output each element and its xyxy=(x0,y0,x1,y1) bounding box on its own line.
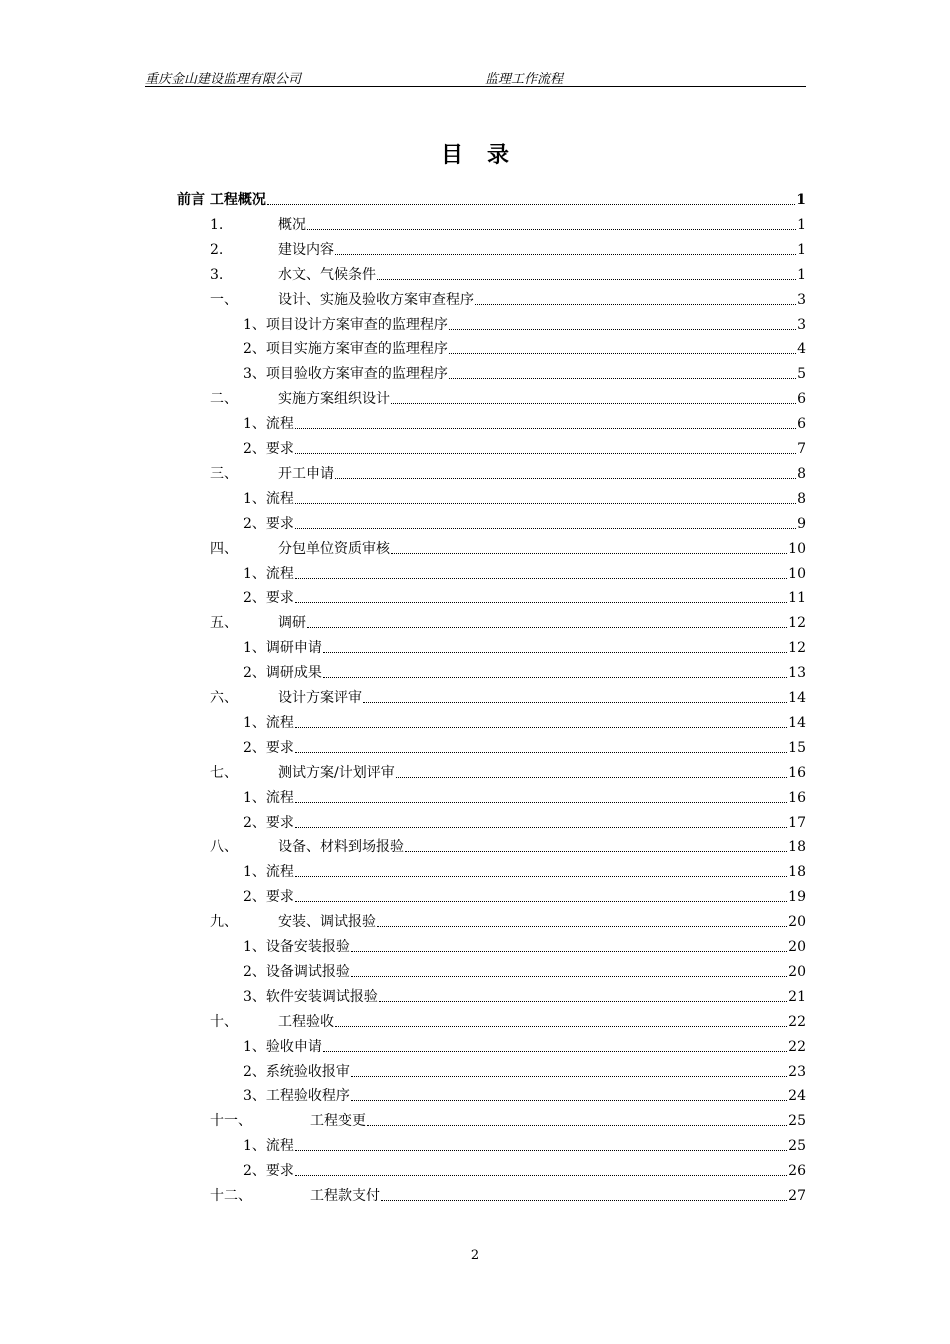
toc-entry-page: 10 xyxy=(788,540,806,557)
toc-entry-number: 一、 xyxy=(210,291,238,308)
toc-entry-label: 1、调研申请 xyxy=(243,640,322,657)
toc-dot-leader xyxy=(475,304,796,305)
toc-entry[interactable] xyxy=(243,1156,806,1180)
toc-entry-page: 26 xyxy=(788,1163,806,1180)
toc-entry-number: 十、 xyxy=(210,1013,238,1030)
toc-entry-number: 3. xyxy=(210,266,224,283)
toc-entry-page: 22 xyxy=(788,1013,806,1030)
toc-entry-page: 3 xyxy=(797,291,806,308)
toc-dot-leader xyxy=(295,503,796,504)
toc-entry[interactable] xyxy=(210,758,806,782)
toc-entry-label: 1、项目设计方案审查的监理程序 xyxy=(243,316,448,333)
toc-dot-leader xyxy=(295,827,787,828)
toc-entry-page: 14 xyxy=(788,690,806,706)
toc-entry-label: 建设内容 xyxy=(278,241,334,258)
toc-entry[interactable] xyxy=(210,1181,806,1205)
header-document-title: 监理工作流程 xyxy=(485,72,564,87)
toc-entry-page: 1 xyxy=(796,192,806,208)
toc-dot-leader xyxy=(323,677,787,678)
toc-entry-label: 水文、气候条件 xyxy=(278,266,376,283)
toc-entry[interactable] xyxy=(243,559,806,583)
toc-entry-page: 13 xyxy=(788,665,806,682)
toc-entry-label: 1、流程 xyxy=(243,789,294,806)
toc-entry-page: 5 xyxy=(797,366,806,383)
toc-entry-label: 实施方案组织设计 xyxy=(278,391,390,408)
toc-entry-page: 20 xyxy=(788,963,806,980)
toc-entry-page: 19 xyxy=(788,889,806,906)
toc-entry-label: 2、设备调试报验 xyxy=(243,963,350,980)
toc-entry-page: 24 xyxy=(788,1088,806,1105)
toc-entry-page: 25 xyxy=(788,1113,806,1130)
toc-dot-leader xyxy=(295,578,787,579)
toc-entry-page: 4 xyxy=(797,341,806,358)
toc-dot-leader xyxy=(391,553,787,554)
toc-entry-number: 八、 xyxy=(210,839,238,856)
toc-dot-leader xyxy=(396,777,787,778)
toc-dot-leader xyxy=(295,453,796,454)
toc-dot-leader xyxy=(307,627,787,628)
toc-entry-page: 9 xyxy=(797,515,806,532)
toc-entry[interactable] xyxy=(243,783,806,807)
toc-entry-label: 测试方案/计划评审 xyxy=(278,764,395,781)
toc-entry[interactable] xyxy=(210,534,806,558)
toc-dot-leader xyxy=(449,353,796,354)
toc-entry-page: 12 xyxy=(788,640,806,657)
toc-entry-label: 安装、调试报验 xyxy=(278,914,376,931)
toc-entry-label: 前言 工程概况 xyxy=(177,192,266,208)
toc-entry-label: 概况 xyxy=(278,216,306,233)
toc-entry-number: 二、 xyxy=(210,391,238,408)
toc-entry[interactable] xyxy=(243,857,806,881)
toc-dot-leader xyxy=(295,752,787,753)
toc-entry-label: 调研 xyxy=(278,615,306,632)
toc-entry-label: 2、要求 xyxy=(243,1163,294,1180)
toc-dot-leader xyxy=(335,1026,787,1027)
toc-entry[interactable] xyxy=(210,1106,806,1130)
toc-entry[interactable] xyxy=(210,285,806,309)
toc-entry-number: 七、 xyxy=(210,764,238,781)
toc-entry[interactable] xyxy=(210,384,806,408)
toc-entry[interactable] xyxy=(210,1007,806,1031)
toc-entry[interactable] xyxy=(243,733,806,757)
toc-dot-leader xyxy=(323,652,787,653)
toc-entry-page: 12 xyxy=(788,615,806,632)
toc-entry-page: 21 xyxy=(788,988,806,1005)
toc-entry[interactable] xyxy=(243,957,806,981)
toc-entry-label: 3、软件安装调试报验 xyxy=(243,988,378,1005)
toc-entry[interactable] xyxy=(243,434,806,458)
toc-entry[interactable] xyxy=(243,1131,806,1155)
toc-entry-page: 18 xyxy=(788,839,806,856)
toc-entry[interactable] xyxy=(210,459,806,483)
toc-dot-leader xyxy=(391,403,796,404)
toc-entry-label: 1、流程 xyxy=(243,565,294,582)
toc-entry[interactable] xyxy=(210,210,806,234)
toc-dot-leader xyxy=(295,428,796,429)
toc-dot-leader xyxy=(323,1051,787,1052)
toc-entry-number: 1. xyxy=(210,216,224,233)
toc-entry-page: 3 xyxy=(797,316,806,333)
toc-dot-leader xyxy=(377,926,787,927)
toc-entry[interactable] xyxy=(243,310,806,334)
toc-entry-page: 20 xyxy=(788,939,806,955)
toc-dot-leader xyxy=(351,976,787,977)
toc-entry[interactable] xyxy=(210,907,806,931)
toc-entry-label: 2、项目实施方案审查的监理程序 xyxy=(243,341,448,358)
toc-entry[interactable] xyxy=(243,633,806,657)
toc-entry-page: 1 xyxy=(797,241,806,258)
toc-entry-number: 九、 xyxy=(210,914,238,931)
toc-entry-label: 1、流程 xyxy=(243,490,294,507)
toc-entry-page: 25 xyxy=(788,1138,806,1155)
toc-entry-label: 设计、实施及验收方案审查程序 xyxy=(278,291,474,308)
toc-entry[interactable] xyxy=(243,484,806,508)
header-company-name: 重庆金山建设监理有限公司 xyxy=(145,72,302,87)
toc-entry[interactable] xyxy=(243,1081,806,1105)
toc-entry-page: 14 xyxy=(788,714,806,731)
toc-dot-leader xyxy=(351,1100,787,1101)
toc-entry-page: 7 xyxy=(797,441,806,457)
toc-entry-label: 1、流程 xyxy=(243,714,294,731)
toc-dot-leader xyxy=(295,1175,787,1176)
toc-entry[interactable] xyxy=(243,359,806,383)
toc-entry-label: 分包单位资质审核 xyxy=(278,540,390,557)
toc-dot-leader xyxy=(377,279,796,280)
toc-entry-page: 17 xyxy=(788,814,806,831)
toc-dot-leader xyxy=(449,378,796,379)
toc-entry-page: 1 xyxy=(797,216,806,233)
toc-entry-label: 1、流程 xyxy=(243,1138,294,1155)
toc-entry[interactable] xyxy=(210,608,806,632)
toc-entry-label: 1、流程 xyxy=(243,416,294,433)
toc-dot-leader xyxy=(405,851,787,852)
toc-dot-leader xyxy=(295,727,787,728)
toc-entry-number: 四、 xyxy=(210,540,238,557)
toc-entry[interactable] xyxy=(243,932,806,956)
toc-dot-leader xyxy=(379,1001,787,1002)
toc-entry-label: 工程款支付 xyxy=(310,1188,380,1204)
toc-entry-label: 2、要求 xyxy=(243,441,294,457)
toc-entry-page: 15 xyxy=(788,739,806,756)
toc-entry-number: 十二、 xyxy=(210,1188,252,1204)
toc-title: 目录 xyxy=(440,142,533,168)
toc-entry-label: 设计方案评审 xyxy=(278,690,362,706)
toc-dot-leader xyxy=(295,901,787,902)
toc-dot-leader xyxy=(295,528,796,529)
toc-entry-label: 2、要求 xyxy=(243,889,294,906)
toc-entry-label: 3、工程验收程序 xyxy=(243,1088,350,1105)
toc-entry-page: 16 xyxy=(788,789,806,806)
toc-entry[interactable] xyxy=(243,583,806,607)
toc-dot-leader xyxy=(335,254,796,255)
toc-entry[interactable] xyxy=(210,260,806,284)
toc-entry[interactable] xyxy=(243,708,806,732)
toc-entry-label: 1、流程 xyxy=(243,864,294,881)
toc-entry-label: 开工申请 xyxy=(278,465,334,482)
toc-entry-label: 2、要求 xyxy=(243,814,294,831)
toc-entry-label: 2、系统验收报审 xyxy=(243,1063,350,1080)
toc-entry-page: 6 xyxy=(797,416,806,433)
toc-entry-page: 10 xyxy=(788,565,806,582)
toc-entry-number: 五、 xyxy=(210,615,238,632)
toc-entry-page: 1 xyxy=(797,266,806,283)
toc-entry-label: 2、要求 xyxy=(243,515,294,532)
toc-entry[interactable] xyxy=(243,982,806,1006)
toc-dot-leader xyxy=(367,1125,787,1126)
toc-dot-leader xyxy=(307,229,796,230)
toc-dot-leader xyxy=(295,876,787,877)
toc-entry[interactable] xyxy=(243,409,806,433)
toc-entry-page: 23 xyxy=(788,1063,806,1080)
toc-entry-label: 设备、材料到场报验 xyxy=(278,839,404,856)
toc-entry-page: 18 xyxy=(788,864,806,881)
toc-dot-leader xyxy=(449,329,796,330)
toc-entry-label: 1、设备安装报验 xyxy=(243,939,350,955)
toc-entry[interactable] xyxy=(210,235,806,259)
toc-entry-number: 六、 xyxy=(210,690,238,706)
page-header xyxy=(145,66,806,87)
toc-entry[interactable] xyxy=(243,334,806,358)
toc-dot-leader xyxy=(351,1076,787,1077)
toc-entry-page: 16 xyxy=(788,764,806,781)
toc-entry-label: 工程验收 xyxy=(278,1013,334,1030)
toc-dot-leader xyxy=(267,204,795,205)
toc-entry-page: 22 xyxy=(788,1038,806,1055)
toc-entry[interactable] xyxy=(243,1032,806,1056)
toc-entry-number: 三、 xyxy=(210,465,238,482)
toc-entry-label: 工程变更 xyxy=(310,1113,366,1130)
toc-entry-label: 2、调研成果 xyxy=(243,665,322,682)
toc-entry[interactable] xyxy=(243,1057,806,1081)
toc-entry-page: 6 xyxy=(797,391,806,408)
toc-entry-label: 2、要求 xyxy=(243,590,294,607)
toc-entry[interactable] xyxy=(243,509,806,533)
toc-entry-page: 27 xyxy=(788,1188,806,1204)
toc-dot-leader xyxy=(295,1150,787,1151)
toc-dot-leader xyxy=(381,1200,787,1201)
toc-entry[interactable] xyxy=(177,185,806,209)
toc-entry[interactable] xyxy=(210,683,806,707)
toc-dot-leader xyxy=(295,602,787,603)
toc-dot-leader xyxy=(363,702,787,703)
toc-entry-page: 11 xyxy=(788,590,806,607)
toc-dot-leader xyxy=(295,802,787,803)
toc-dot-leader xyxy=(351,951,787,952)
toc-entry-label: 2、要求 xyxy=(243,739,294,756)
page-number: 2 xyxy=(470,1248,480,1263)
toc-entry[interactable] xyxy=(243,882,806,906)
toc-entry-number: 十一、 xyxy=(210,1113,252,1130)
toc-entry-page: 8 xyxy=(797,465,806,482)
toc-entry[interactable] xyxy=(243,808,806,832)
toc-dot-leader xyxy=(335,478,796,479)
toc-entry[interactable] xyxy=(243,658,806,682)
toc-entry-page: 8 xyxy=(797,490,806,507)
toc-entry-number: 2. xyxy=(210,241,224,258)
toc-entry-page: 20 xyxy=(788,914,806,931)
toc-entry-label: 3、项目验收方案审查的监理程序 xyxy=(243,366,448,383)
toc-entry-label: 1、验收申请 xyxy=(243,1038,322,1055)
toc-entry[interactable] xyxy=(210,832,806,856)
